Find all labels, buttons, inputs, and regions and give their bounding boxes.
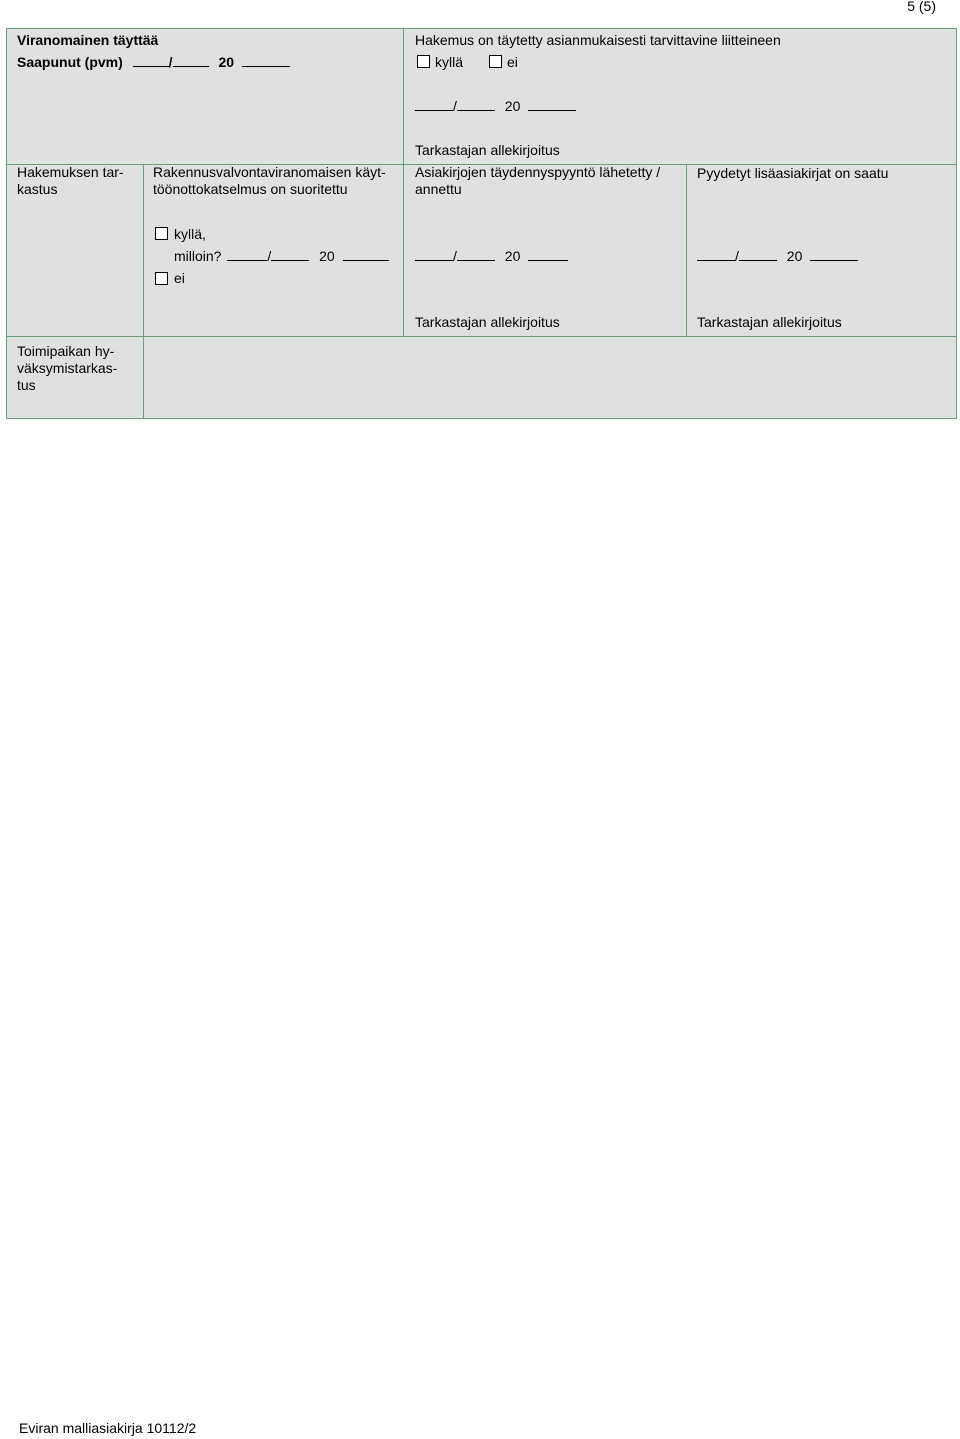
authority-heading: Viranomainen täyttää: [17, 32, 159, 48]
day-blank[interactable]: [415, 98, 453, 111]
completeness-no-label: ei: [507, 54, 518, 70]
year-blank[interactable]: [242, 54, 290, 67]
day-blank[interactable]: [415, 248, 453, 261]
grid-line: [403, 28, 404, 336]
completeness-date-field[interactable]: / 20: [415, 98, 576, 114]
day-blank[interactable]: [697, 248, 735, 261]
grid-line: [6, 28, 957, 29]
grid-line: [686, 164, 687, 336]
completeness-label: Hakemus on täytetty asianmukaisesti tarvittavine liitteineen: [415, 32, 781, 48]
review-label: Hakemuksen tar- kastus: [17, 164, 124, 197]
cell-authority: [7, 29, 404, 164]
additional-docs-signature: Tarkastajan allekirjoitus: [697, 314, 842, 330]
year-blank[interactable]: [810, 248, 858, 261]
approval-inspection-label: Toimipaikan hy- väksymistarkas- tus: [17, 343, 118, 393]
completeness-signature: Tarkastajan allekirjoitus: [415, 142, 560, 158]
supplement-date-field[interactable]: / 20: [415, 248, 568, 264]
inspection-yes-checkbox[interactable]: [155, 227, 168, 240]
supplement-signature: Tarkastajan allekirjoitus: [415, 314, 560, 330]
completeness-yes-checkbox[interactable]: [417, 55, 430, 68]
additional-docs-label: Pyydetyt lisäasiakirjat on saatu: [697, 165, 889, 181]
completeness-no-checkbox[interactable]: [489, 55, 502, 68]
month-blank[interactable]: [457, 98, 495, 111]
grid-line: [143, 164, 144, 418]
inspection-no-checkbox[interactable]: [155, 272, 168, 285]
inspection-no-label: ei: [174, 270, 185, 286]
received-label: Saapunut (pvm): [17, 54, 123, 70]
additional-docs-date-field[interactable]: / 20: [697, 248, 858, 264]
year-blank[interactable]: [528, 248, 568, 261]
month-blank[interactable]: [457, 248, 495, 261]
month-blank[interactable]: [173, 54, 209, 67]
inspection-date-field[interactable]: milloin? / 20: [174, 248, 389, 264]
supplement-label: Asiakirjojen täydennyspyyntö lähetetty / annettu: [415, 164, 661, 197]
inspection-label: Rakennusvalvontaviranomaisen käyt- töönottokatselmus on suoritettu: [153, 164, 386, 197]
grid-line: [956, 28, 957, 419]
footer-document-id: Eviran malliasiakirja 10112/2: [19, 1420, 197, 1436]
inspection-yes-label: kyllä,: [174, 226, 206, 242]
year-blank[interactable]: [528, 98, 576, 111]
month-blank[interactable]: [739, 248, 777, 261]
completeness-yes-label: kyllä: [435, 54, 464, 70]
year-blank[interactable]: [343, 248, 389, 261]
page-number: 5 (5): [907, 0, 936, 14]
grid-line: [6, 28, 7, 419]
day-blank[interactable]: [133, 54, 169, 67]
cell-approval-content: [143, 336, 956, 418]
received-date-field[interactable]: Saapunut (pvm) / 20: [17, 54, 290, 70]
month-blank[interactable]: [271, 248, 309, 261]
day-blank[interactable]: [227, 248, 267, 261]
grid-line: [6, 336, 957, 337]
grid-line: [6, 418, 957, 419]
